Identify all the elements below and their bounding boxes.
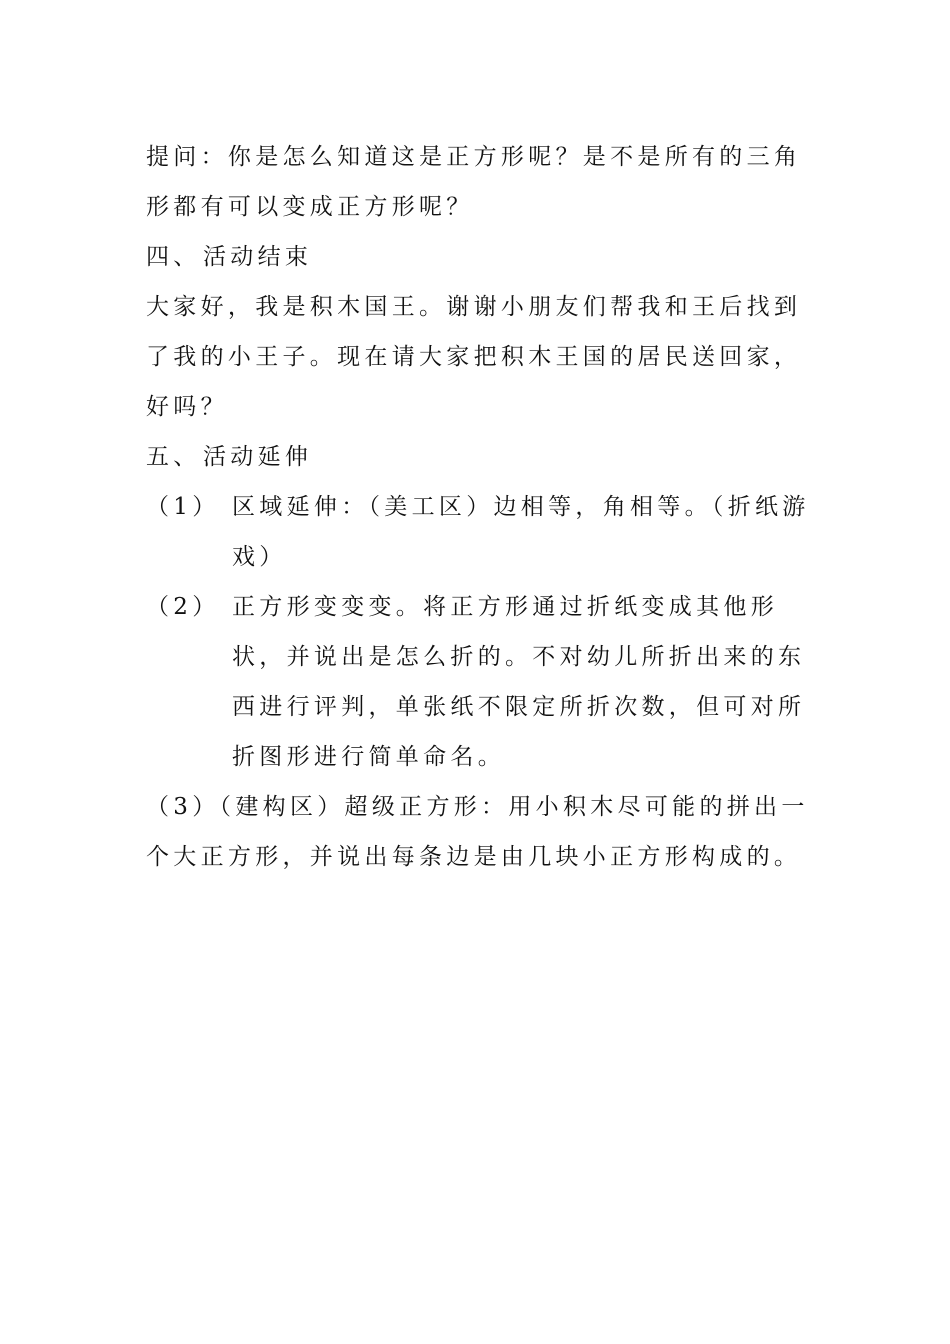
list-item-text: 正方形变变变。将正方形通过折纸变成其他形状，并说出是怎么折的。不对幼儿所折出来的东西进行评判，单张纸不限定所折次数，但可对所折图形进行简单命名。 [232,594,806,770]
list-item [146,582,810,782]
question-paragraph: 提问：你是怎么知道这是正方形呢？是不是所有的三角形都有可以变成正方形呢？ [146,144,802,220]
section-heading-4 [146,232,810,282]
king-speech-paragraph: 大家好，我是积木国王。谢谢小朋友们帮我和王后找到了我的小王子。现在请大家把积木王国的居民送回家，好吗？ [146,294,802,420]
section-title: 活动结束 [203,244,313,270]
section-number: 四、 [146,244,201,270]
list-item [146,782,810,882]
list-item-marker: （2） [146,594,220,620]
list-item-marker: （3） [146,794,220,820]
section-heading-5 [146,432,810,482]
list-item-text: 区域延伸：（美工区）边相等，角相等。（折纸游戏） [232,494,810,570]
list-item-text: （建构区）超级正方形：用小积木尽可能的拼出一个大正方形，并说出每条边是由几块小正方形构成的。 [146,794,809,870]
document-body [146,132,810,882]
section-number: 五、 [146,444,201,470]
list-item-marker: （1） [146,494,220,520]
section-title: 活动延伸 [203,444,313,470]
list-item [146,482,810,582]
